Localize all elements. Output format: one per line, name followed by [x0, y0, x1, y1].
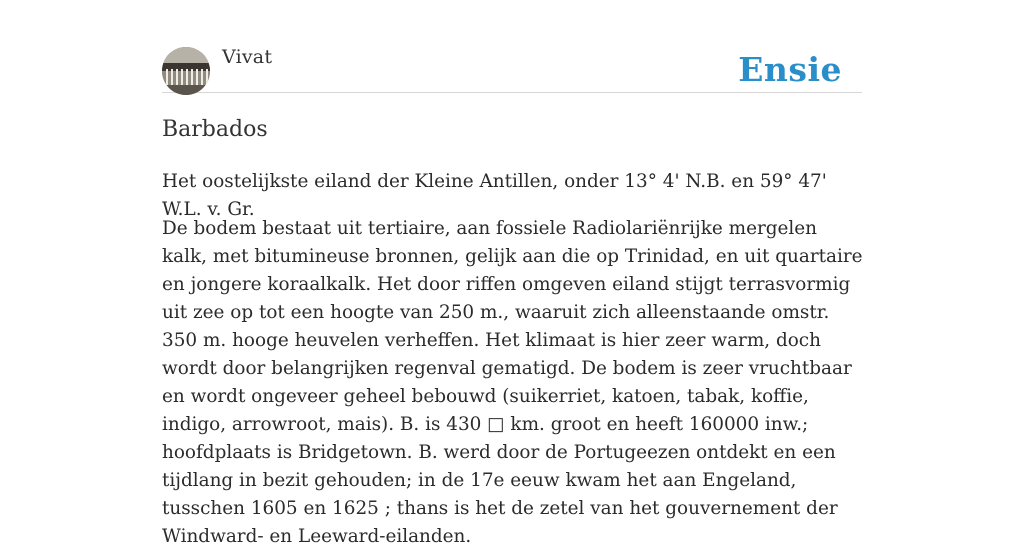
article-page	[162, 0, 863, 547]
article-paragraph: De bodem bestaat uit tertiaire, aan fossiele Radiolariënrijke mergelen kalk, met bitumineuse bronnen, gelijk aan die op Trinidad, en uit quartaire en jongere koraalkalk. Het door riffen omgeven eiland stijgt terrasvormig uit zee op tot een hoogte van 250 m., waaruit zich alleenstaande omstr. 350 m. hooge heuvelen verheffen. Het klimaat is hier zeer warm, doch wordt door belangrijken regenval gematigd. De bodem is zeer vruchtbaar en wordt ongeveer geheel bebouwd (suikerriet, katoen, tabak, koffie, indigo, arrowroot, mais). B. is 430 □ km. groot en heeft 160000 inw.; hoofdplaats is Bridgetown. B. werd door de Portugeezen ontdekt en een tijdlang in bezit gehouden; in de 17e eeuw kwam het aan Engeland, tusschen 1605 en 1625 ; thans is het de zetel van het gouvernement der Windward- en Leeward-eilanden.	[162, 218, 863, 547]
avatar[interactable]	[162, 47, 210, 95]
article-paragraph: Het oostelijkste eiland der Kleine Antillen, onder 13° 4' N.B. en 59° 47' W.L. v. Gr.	[162, 171, 827, 220]
brand-logo[interactable]: Ensie	[738, 50, 842, 89]
author-name[interactable]: Vivat	[222, 46, 273, 68]
avatar-image-icon	[162, 47, 210, 95]
page-header	[162, 0, 862, 93]
article-title: Barbados	[162, 117, 268, 142]
